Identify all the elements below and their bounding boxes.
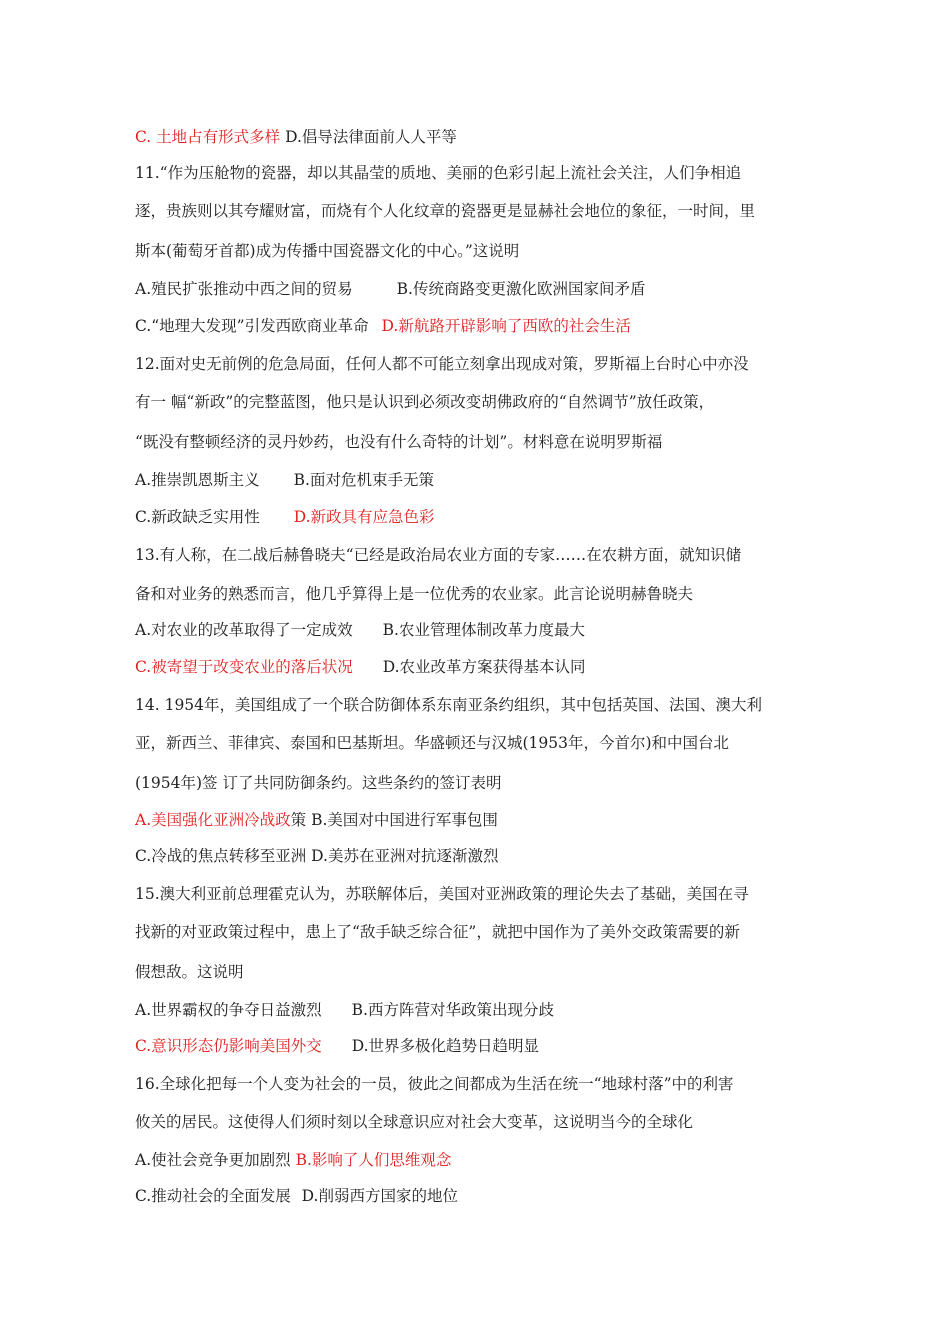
question-text: 11.“作为压舱物的瓷器，却以其晶莹的质地、美丽的色彩引起上流社会关注，人们争相追: [135, 164, 742, 182]
question-text: 备和对业务的熟悉而言，他几乎算得上是一位优秀的农业家。此言论说明赫鲁晓夫: [135, 585, 694, 603]
question-text: B.美国对中国进行军事包围: [311, 811, 498, 829]
question-text: 14. 1954年，美国组成了一个联合防御体系东南亚条约组织，其中包括英国、法国、澳大利: [135, 696, 763, 714]
text-line: [135, 201, 835, 221]
text-line: [135, 962, 835, 982]
text-line: [135, 1112, 835, 1132]
question-text: 找新的对亚政策过程中，患上了“敌手缺乏综合征”，就把中国作为了美外交政策需要的新: [135, 923, 740, 941]
question-text: A.殖民扩张推动中西之间的贸易: [135, 280, 353, 298]
question-text: A.世界霸权的争夺日益激烈: [135, 1001, 322, 1019]
question-text: 15.澳大利亚前总理霍克认为，苏联解体后，美国对亚洲政策的理论失去了基础，美国在寻: [135, 885, 749, 903]
question-text: B.传统商路变更激化欧洲国家间矛盾: [396, 280, 646, 298]
question-text: 策: [290, 811, 312, 829]
question-text: B.农业管理体制改革力度最大: [382, 621, 585, 639]
text-line: [135, 1036, 835, 1056]
answer-text: C.意识形态仍影响美国外交: [135, 1037, 322, 1055]
question-text: B.面对危机束手无策: [293, 471, 434, 489]
question-text: D.倡导法律面前人人平等: [285, 128, 457, 146]
text-line: [135, 884, 835, 904]
text-line: [135, 846, 835, 866]
question-text: D.世界多极化趋势日趋明显: [351, 1037, 540, 1055]
question-text: 12.面对史无前例的危急局面，任何人都不可能立刻拿出现成对策，罗斯福上台时心中亦没: [135, 355, 749, 373]
text-line: [135, 922, 835, 942]
text-line: [135, 810, 835, 830]
question-text: (1954年)签 订了共同防御条约。这些条约的签订表明: [135, 774, 502, 792]
text-line: [135, 241, 835, 261]
text-line: [135, 127, 835, 147]
text-line: [135, 279, 835, 299]
question-text: “既没有整顿经济的灵丹妙药，也没有什么奇特的计划”。材料意在说明罗斯福: [135, 433, 663, 451]
answer-text: D.新航路开辟影响了西欧的社会生活: [381, 317, 631, 335]
question-text: 斯本(葡萄牙首都)成为传播中国瓷器文化的中心。”这说明: [135, 242, 520, 260]
text-line: [135, 316, 835, 336]
text-line: [135, 733, 835, 753]
text-line: [135, 1150, 835, 1170]
question-text: A.使社会竞争更加剧烈: [135, 1151, 296, 1169]
text-line: [135, 1000, 835, 1020]
answer-text: D.新政具有应急色彩: [293, 508, 435, 526]
question-text: C.推动社会的全面发展: [135, 1187, 296, 1205]
question-text: B.西方阵营对华政策出现分歧: [351, 1001, 554, 1019]
question-text: 逐，贵族则以其夸耀财富，而烧有个人化纹章的瓷器更是显赫社会地位的象征，一时间，里: [135, 202, 756, 220]
question-text: C.新政缺乏实用性: [135, 508, 260, 526]
answer-text: B.影响了人们思维观念: [295, 1151, 452, 1169]
question-text: 攸关的居民。这使得人们须时刻以全球意识应对社会大变革，这说明当今的全球化: [135, 1113, 694, 1131]
text-line: [135, 163, 835, 183]
question-text: 13.有人称，在二战后赫鲁晓夫“已经是政治局农业方面的专家……在农耕方面，就知识储: [135, 546, 742, 564]
text-line: [135, 695, 835, 715]
answer-text: C. 土地占有形式多样: [135, 128, 286, 146]
question-text: D.削弱西方国家的地位: [301, 1187, 458, 1205]
question-text: A.对农业的改革取得了一定成效: [135, 621, 353, 639]
question-text: A.推崇凯恩斯主义: [135, 471, 260, 489]
question-text: 亚，新西兰、菲律宾、泰国和巴基斯坦。华盛顿还与汉城(1953年，今首尔)和中国台北: [135, 734, 730, 752]
text-line: [135, 392, 835, 412]
question-text: 16.全球化把每一个人变为社会的一员，彼此之间都成为生活在统一“地球村落”中的利害: [135, 1075, 734, 1093]
text-line: [135, 1186, 835, 1206]
question-text: 假想敌。这说明: [135, 963, 244, 981]
text-line: [135, 1074, 835, 1094]
question-text: 有一 幅“新政”的完整蓝图，他只是认识到必须改变胡佛政府的“自然调节”放任政策，: [135, 393, 715, 411]
text-line: [135, 432, 835, 452]
question-text: D.农业改革方案获得基本认同: [382, 658, 586, 676]
text-line: [135, 584, 835, 604]
text-line: [135, 507, 835, 527]
question-text: C.冷战的焦点转移至亚洲: [135, 847, 312, 865]
question-text: D.美苏在亚洲对抗逐渐激烈: [311, 847, 499, 865]
text-line: [135, 470, 835, 490]
text-line: [135, 620, 835, 640]
text-line: [135, 354, 835, 374]
text-line: [135, 657, 835, 677]
question-text: C.“地理大发现”引发西欧商业革命: [135, 317, 374, 335]
text-line: [135, 545, 835, 565]
answer-text: C.被寄望于改变农业的落后状况: [135, 658, 353, 676]
text-line: [135, 773, 835, 793]
answer-text: A.美国强化亚洲冷战政: [135, 811, 291, 829]
